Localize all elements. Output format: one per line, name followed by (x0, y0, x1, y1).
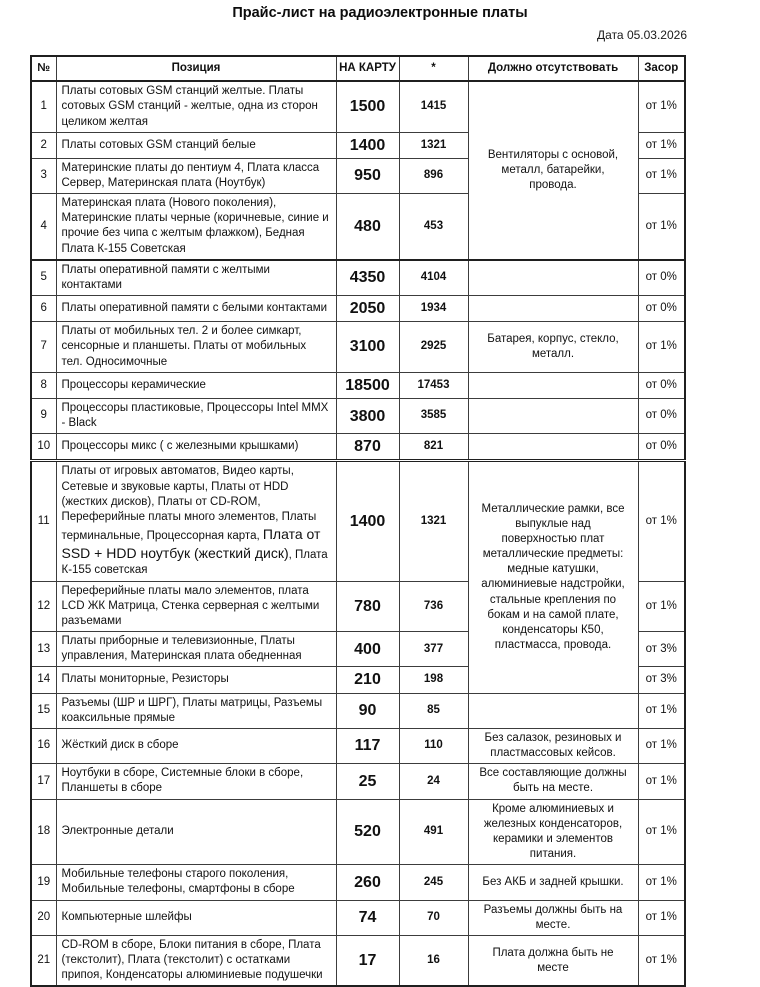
position-text: Платы от игровых автоматов, Видео карты, Сетевые и звуковые карты, Платы от HDD (жестких дисков), Платы от CD-ROM, Переферийные платы много элементов, Платы терминальные, Процессорная карта, (61, 465, 317, 543)
header-star: * (399, 56, 468, 81)
page-title: Прайс-лист на радиоэлектронные платы (232, 5, 528, 21)
must-be-absent-cell: Все составляющие должны быть на месте. (468, 764, 638, 799)
star-price-cell: 1934 (399, 296, 468, 322)
table-row (31, 900, 685, 935)
position-text: Платы от мобильных тел. 2 и более симкарт, сенсорные и планшеты. Платы от мобильных тел. Односимочные (61, 325, 307, 368)
row-number-cell: 18 (31, 799, 56, 865)
position-text: Электронные детали (61, 825, 174, 838)
table-row (31, 434, 685, 461)
position-cell (56, 260, 336, 296)
card-price-cell: 117 (336, 728, 399, 763)
row-number-cell: 13 (31, 632, 56, 667)
star-price-cell: 736 (399, 581, 468, 632)
star-price-cell: 245 (399, 865, 468, 900)
table-row (31, 799, 685, 865)
header-card-price: НА КАРТУ (336, 56, 399, 81)
position-cell (56, 194, 336, 260)
position-cell (56, 296, 336, 322)
contamination-cell: от 1% (638, 322, 685, 373)
card-price-cell: 870 (336, 434, 399, 461)
position-cell (56, 799, 336, 865)
must-be-absent-cell (468, 260, 638, 296)
position-cell (56, 632, 336, 667)
table-row (31, 693, 685, 728)
contamination-cell: от 3% (638, 667, 685, 693)
position-cell (56, 693, 336, 728)
star-price-cell: 4104 (399, 260, 468, 296)
must-be-absent-cell (468, 434, 638, 461)
position-text: Платы оперативной памяти с желтыми контактами (61, 263, 270, 291)
position-text: Процессоры керамические (61, 378, 206, 391)
contamination-cell: от 1% (638, 132, 685, 158)
row-number-cell: 10 (31, 434, 56, 461)
card-price-cell: 25 (336, 764, 399, 799)
card-price-cell: 1400 (336, 461, 399, 581)
position-cell (56, 132, 336, 158)
card-price-cell: 3800 (336, 398, 399, 433)
position-cell (56, 728, 336, 763)
position-text: Ноутбуки в сборе, Системные блоки в сборе, Планшеты в сборе (61, 767, 304, 795)
contamination-cell: от 1% (638, 693, 685, 728)
position-text: Материнская плата (Нового поколения), Материнские платы черные (коричневые, синие и прочие без чипа с желтым флажком), Бедная Плата К-155 Советская (61, 197, 329, 255)
table-row (31, 764, 685, 799)
contamination-cell: от 0% (638, 296, 685, 322)
must-be-absent-cell: Батарея, корпус, стекло, металл. (468, 322, 638, 373)
contamination-cell: от 1% (638, 935, 685, 986)
star-price-cell: 85 (399, 693, 468, 728)
table-row (31, 296, 685, 322)
position-text: Компьютерные шлейфы (61, 911, 192, 924)
table-row (31, 260, 685, 296)
card-price-cell: 17 (336, 935, 399, 986)
position-text: Переферийные платы мало элементов, плата LCD ЖК Матрица, Стенка серверная с желтыми разъемами (61, 584, 320, 627)
position-text: Платы сотовых GSM станций желтые. Платы сотовых GSM станций - желтые, одна из сторон целиком желтая (61, 85, 318, 128)
card-price-cell: 400 (336, 632, 399, 667)
table-row (31, 322, 685, 373)
position-cell (56, 81, 336, 132)
contamination-cell: от 1% (638, 81, 685, 132)
contamination-cell: от 1% (638, 461, 685, 581)
row-number-cell: 19 (31, 865, 56, 900)
star-price-cell: 24 (399, 764, 468, 799)
star-price-cell: 16 (399, 935, 468, 986)
star-price-cell: 896 (399, 158, 468, 193)
contamination-cell: от 1% (638, 728, 685, 763)
star-price-cell: 198 (399, 667, 468, 693)
contamination-cell: от 1% (638, 764, 685, 799)
must-be-absent-cell (468, 372, 638, 398)
header-contamination: Засор (638, 56, 685, 81)
position-cell (56, 935, 336, 986)
contamination-cell: от 0% (638, 434, 685, 461)
position-text: Процессоры микс ( с железными крышками) (61, 440, 299, 453)
position-text: , Плата К-155 советская (61, 549, 328, 577)
position-text: Жёсткий диск в сборе (61, 739, 179, 752)
star-price-cell: 491 (399, 799, 468, 865)
position-text: Платы оперативной памяти с белыми контактами (61, 302, 328, 315)
card-price-cell: 210 (336, 667, 399, 693)
price-table (30, 55, 686, 987)
must-be-absent-cell (468, 398, 638, 433)
card-price-cell: 950 (336, 158, 399, 193)
table-row (31, 935, 685, 986)
position-text-large: Плата от SSD + HDD ноутбук (жесткий диск) (61, 526, 321, 562)
must-be-absent-cell: Без АКБ и задней крышки. (468, 865, 638, 900)
position-cell (56, 158, 336, 193)
star-price-cell: 17453 (399, 372, 468, 398)
card-price-cell: 1500 (336, 81, 399, 132)
star-price-cell: 1415 (399, 81, 468, 132)
contamination-cell: от 1% (638, 581, 685, 632)
position-cell (56, 461, 336, 581)
card-price-cell: 90 (336, 693, 399, 728)
card-price-cell: 780 (336, 581, 399, 632)
position-text: Материнские платы до пентиум 4, Плата класса Сервер, Материнская плата (Ноутбук) (61, 161, 320, 189)
table-row (31, 461, 685, 581)
must-be-absent-cell: Кроме алюминиевых и железных конденсаторов, керамики и элементов питания. (468, 799, 638, 865)
header-number: № (31, 56, 56, 81)
star-price-cell: 1321 (399, 132, 468, 158)
table-row (31, 81, 685, 132)
star-price-cell: 3585 (399, 398, 468, 433)
row-number-cell: 20 (31, 900, 56, 935)
position-cell (56, 398, 336, 433)
row-number-cell: 14 (31, 667, 56, 693)
position-cell (56, 667, 336, 693)
card-price-cell: 2050 (336, 296, 399, 322)
table-header-row (31, 56, 685, 81)
must-be-absent-cell: Металлические рамки, все выпуклые над поверхностью плат металлические предметы: медные катушки, алюминиевые надстройки, стальные крепления по бокам и на самой плате, конденсаторы К50, пластмасса, провода. (468, 461, 638, 693)
contamination-cell: от 3% (638, 632, 685, 667)
card-price-cell: 260 (336, 865, 399, 900)
row-number-cell: 1 (31, 81, 56, 132)
position-cell (56, 900, 336, 935)
must-be-absent-cell (468, 296, 638, 322)
position-text: Разъемы (ШР и ШРГ), Платы матрицы, Разъемы коаксильные прямые (61, 696, 323, 724)
row-number-cell: 17 (31, 764, 56, 799)
card-price-cell: 4350 (336, 260, 399, 296)
position-text: Платы сотовых GSM станций белые (61, 138, 256, 151)
row-number-cell: 5 (31, 260, 56, 296)
contamination-cell: от 1% (638, 158, 685, 193)
row-number-cell: 16 (31, 728, 56, 763)
position-text: Платы приборные и телевизионные, Платы управления, Материнская плата обедненная (61, 635, 302, 663)
star-price-cell: 2925 (399, 322, 468, 373)
row-number-cell: 3 (31, 158, 56, 193)
price-table-body (31, 81, 685, 986)
row-number-cell: 7 (31, 322, 56, 373)
card-price-cell: 74 (336, 900, 399, 935)
must-be-absent-cell: Без салазок, резиновых и пластмассовых кейсов. (468, 728, 638, 763)
table-row (31, 398, 685, 433)
position-text: Мобильные телефоны старого поколения, Мобильные телефоны, смартфоны в сборе (61, 868, 295, 896)
star-price-cell: 70 (399, 900, 468, 935)
header-position: Позиция (56, 56, 336, 81)
position-cell (56, 434, 336, 461)
star-price-cell: 110 (399, 728, 468, 763)
position-cell (56, 581, 336, 632)
position-text: CD-ROM в сборе, Блоки питания в сборе, Плата (текстолит), Плата (текстолит) с остатками припоя, Конденсаторы алюминиевые подушечки (61, 938, 323, 982)
row-number-cell: 21 (31, 935, 56, 986)
row-number-cell: 9 (31, 398, 56, 433)
position-cell (56, 865, 336, 900)
must-be-absent-cell: Вентиляторы с основой, металл, батарейки, провода. (468, 81, 638, 260)
card-price-cell: 480 (336, 194, 399, 260)
card-price-cell: 3100 (336, 322, 399, 373)
row-number-cell: 8 (31, 372, 56, 398)
star-price-cell: 377 (399, 632, 468, 667)
header-must-be-absent: Должно отсутствовать (468, 56, 638, 81)
position-text: Платы мониторные, Резисторы (61, 673, 229, 686)
contamination-cell: от 1% (638, 799, 685, 865)
table-row (31, 728, 685, 763)
card-price-cell: 1400 (336, 132, 399, 158)
row-number-cell: 15 (31, 693, 56, 728)
contamination-cell: от 0% (638, 398, 685, 433)
star-price-cell: 821 (399, 434, 468, 461)
position-cell (56, 764, 336, 799)
card-price-cell: 520 (336, 799, 399, 865)
row-number-cell: 6 (31, 296, 56, 322)
contamination-cell: от 1% (638, 194, 685, 260)
star-price-cell: 453 (399, 194, 468, 260)
contamination-cell: от 0% (638, 372, 685, 398)
star-price-cell: 1321 (399, 461, 468, 581)
must-be-absent-cell: Разъемы должны быть на месте. (468, 900, 638, 935)
contamination-cell: от 1% (638, 865, 685, 900)
position-cell (56, 322, 336, 373)
row-number-cell: 4 (31, 194, 56, 260)
row-number-cell: 12 (31, 581, 56, 632)
contamination-cell: от 0% (638, 260, 685, 296)
position-text: Процессоры пластиковые, Процессоры Intel MMX - Black (61, 401, 329, 430)
row-number-cell: 2 (31, 132, 56, 158)
must-be-absent-cell (468, 693, 638, 728)
must-be-absent-cell: Плата должна быть не месте (468, 935, 638, 986)
date-label: Дата 05.03.2026 (597, 28, 687, 42)
row-number-cell: 11 (31, 461, 56, 581)
contamination-cell: от 1% (638, 900, 685, 935)
table-row (31, 865, 685, 900)
position-cell (56, 372, 336, 398)
table-row (31, 372, 685, 398)
card-price-cell: 18500 (336, 372, 399, 398)
